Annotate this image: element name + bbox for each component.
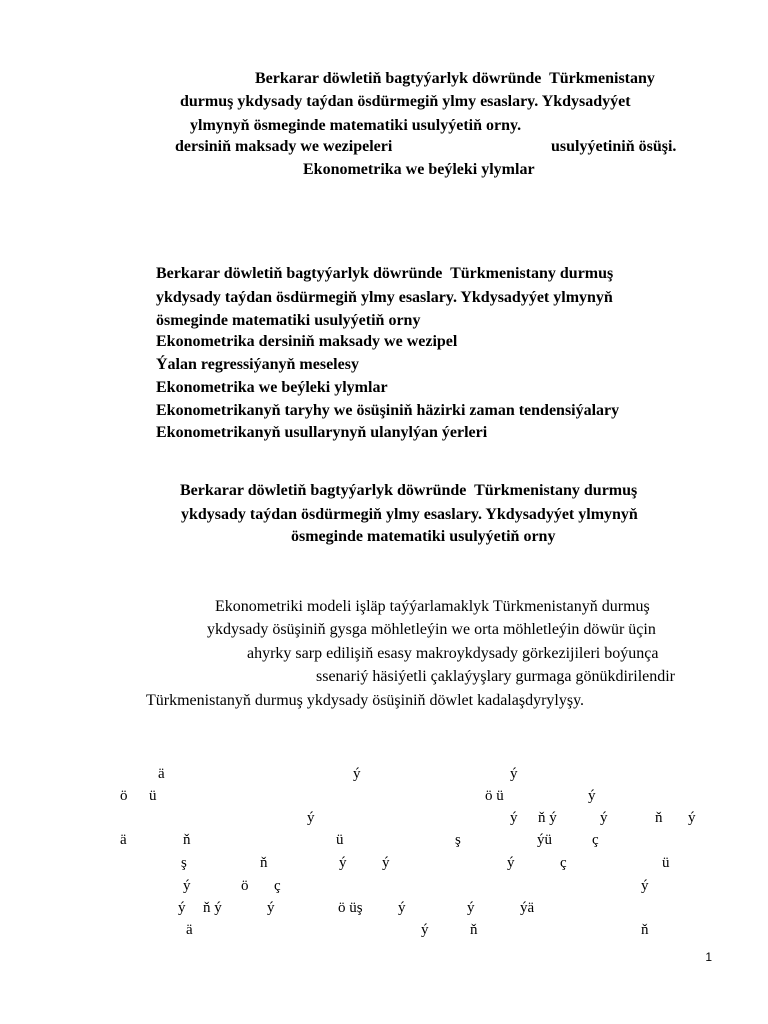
- stray-glyph: ň: [183, 832, 191, 848]
- stray-glyph: ý: [510, 810, 518, 826]
- stray-glyph: ýü: [537, 832, 552, 848]
- stray-glyph: ý: [510, 766, 518, 782]
- block1-line-3: ylmynyň ösmeginde matematiki usulyýetiň orny.: [190, 117, 522, 134]
- block1-line-1: Berkarar döwletiň bagtyýarlyk döwründe Türkmenistany: [255, 70, 655, 87]
- stray-glyph: ş: [181, 855, 187, 871]
- block3-line-3: ösmeginde matematiki usulyýetiň orny: [291, 528, 556, 545]
- stray-glyph: ş: [455, 832, 461, 848]
- block1-line-2: durmuş ykdysady taýdan ösdürmegiň ylmy esaslary. Ykdysadyýet: [180, 93, 631, 110]
- stray-glyph: ý: [421, 922, 429, 938]
- stray-glyph: ň ý: [538, 810, 557, 826]
- stray-glyph: ý: [353, 766, 361, 782]
- block4-line-2: ykdysady ösüşiniň gysga möhletleýin we orta möhletleýin döwür üçin: [207, 621, 656, 638]
- stray-glyph: ä: [158, 766, 165, 782]
- stray-glyph: ý: [467, 900, 475, 916]
- stray-glyph: ň: [655, 810, 663, 826]
- block2-line-4: Ekonometrika dersiniň maksady we wezipel: [156, 333, 458, 350]
- stray-glyph: ý: [641, 878, 649, 894]
- stray-glyph: ň: [260, 855, 268, 871]
- block1-line-4a: dersiniň maksady we wezipeleri: [175, 138, 393, 155]
- stray-glyph: ö üş: [338, 900, 363, 916]
- stray-glyph: ü: [336, 832, 344, 848]
- block4-line-5: Türkmenistanyň durmuş ykdysady ösüşiniň döwlet kadalaşdyrylyşy.: [146, 692, 585, 709]
- stray-glyph: ç: [560, 855, 567, 871]
- stray-glyph: ä: [120, 832, 127, 848]
- block2-line-8: Ekonometrikanyň usullarynyň ulanylýan ýerleri: [156, 424, 488, 441]
- stray-glyph: ä: [186, 922, 193, 938]
- stray-glyph: ý: [339, 855, 347, 871]
- stray-glyph: ň: [470, 922, 478, 938]
- block4-line-1: Ekonometriki modeli işläp taýýarlamaklyk Türkmenistanyň durmuş: [215, 598, 650, 615]
- stray-glyph: ö ü: [485, 788, 504, 804]
- block1-line-4b: usulyýetiniň ösüşi.: [551, 138, 677, 155]
- stray-glyph: ü: [149, 788, 157, 804]
- block3-line-1: Berkarar döwletiň bagtyýarlyk döwründe Türkmenistany durmuş: [180, 482, 638, 499]
- stray-glyph: ý: [307, 810, 315, 826]
- stray-glyph: ý: [267, 900, 275, 916]
- stray-glyph: ň ý: [203, 900, 222, 916]
- block2-line-7: Ekonometrikanyň taryhy we ösüşiniň häzirki zaman tendensiýalary: [156, 402, 620, 419]
- stray-glyph: ýä: [520, 900, 535, 916]
- stray-glyph: ý: [588, 788, 596, 804]
- stray-glyph: ý: [183, 878, 191, 894]
- stray-glyph: ý: [600, 810, 608, 826]
- stray-glyph: ň: [641, 922, 649, 938]
- stray-glyph: ö: [241, 878, 249, 894]
- stray-glyph: ý: [178, 900, 186, 916]
- block2-line-2: ykdysady taýdan ösdürmegiň ylmy esaslary. Ykdysadyýet ylmynyň: [156, 289, 613, 306]
- block2-line-1: Berkarar döwletiň bagtyýarlyk döwründe Türkmenistany durmuş: [156, 265, 614, 282]
- stray-glyph: ü: [662, 855, 670, 871]
- block4-line-4: ssenariý häsiýetli çaklaýyşlary gurmaga gönükdirilendir: [316, 668, 676, 685]
- stray-glyph: ö: [120, 788, 128, 804]
- stray-glyph: ý: [688, 810, 696, 826]
- block2-line-6: Ekonometrika we beýleki ylymlar: [156, 379, 388, 396]
- page-number: 1: [705, 950, 712, 964]
- block2-line-3: ösmeginde matematiki usulyýetiň orny: [156, 312, 421, 329]
- stray-glyph: ç: [274, 878, 281, 894]
- block1-line-5: Ekonometrika we beýleki ylymlar: [303, 161, 535, 178]
- block3-line-2: ykdysady taýdan ösdürmegiň ylmy esaslary. Ykdysadyýet ylmynyň: [181, 506, 638, 523]
- block4-line-3: ahyrky sarp edilişiň esasy makroykdysady görkezijileri boýunça: [247, 645, 659, 662]
- stray-glyph: ç: [592, 832, 599, 848]
- stray-glyph: ý: [382, 855, 390, 871]
- stray-glyph: ý: [398, 900, 406, 916]
- block2-line-5: Ýalan regressiýanyň meselesy: [156, 356, 359, 373]
- stray-glyph: ý: [507, 855, 515, 871]
